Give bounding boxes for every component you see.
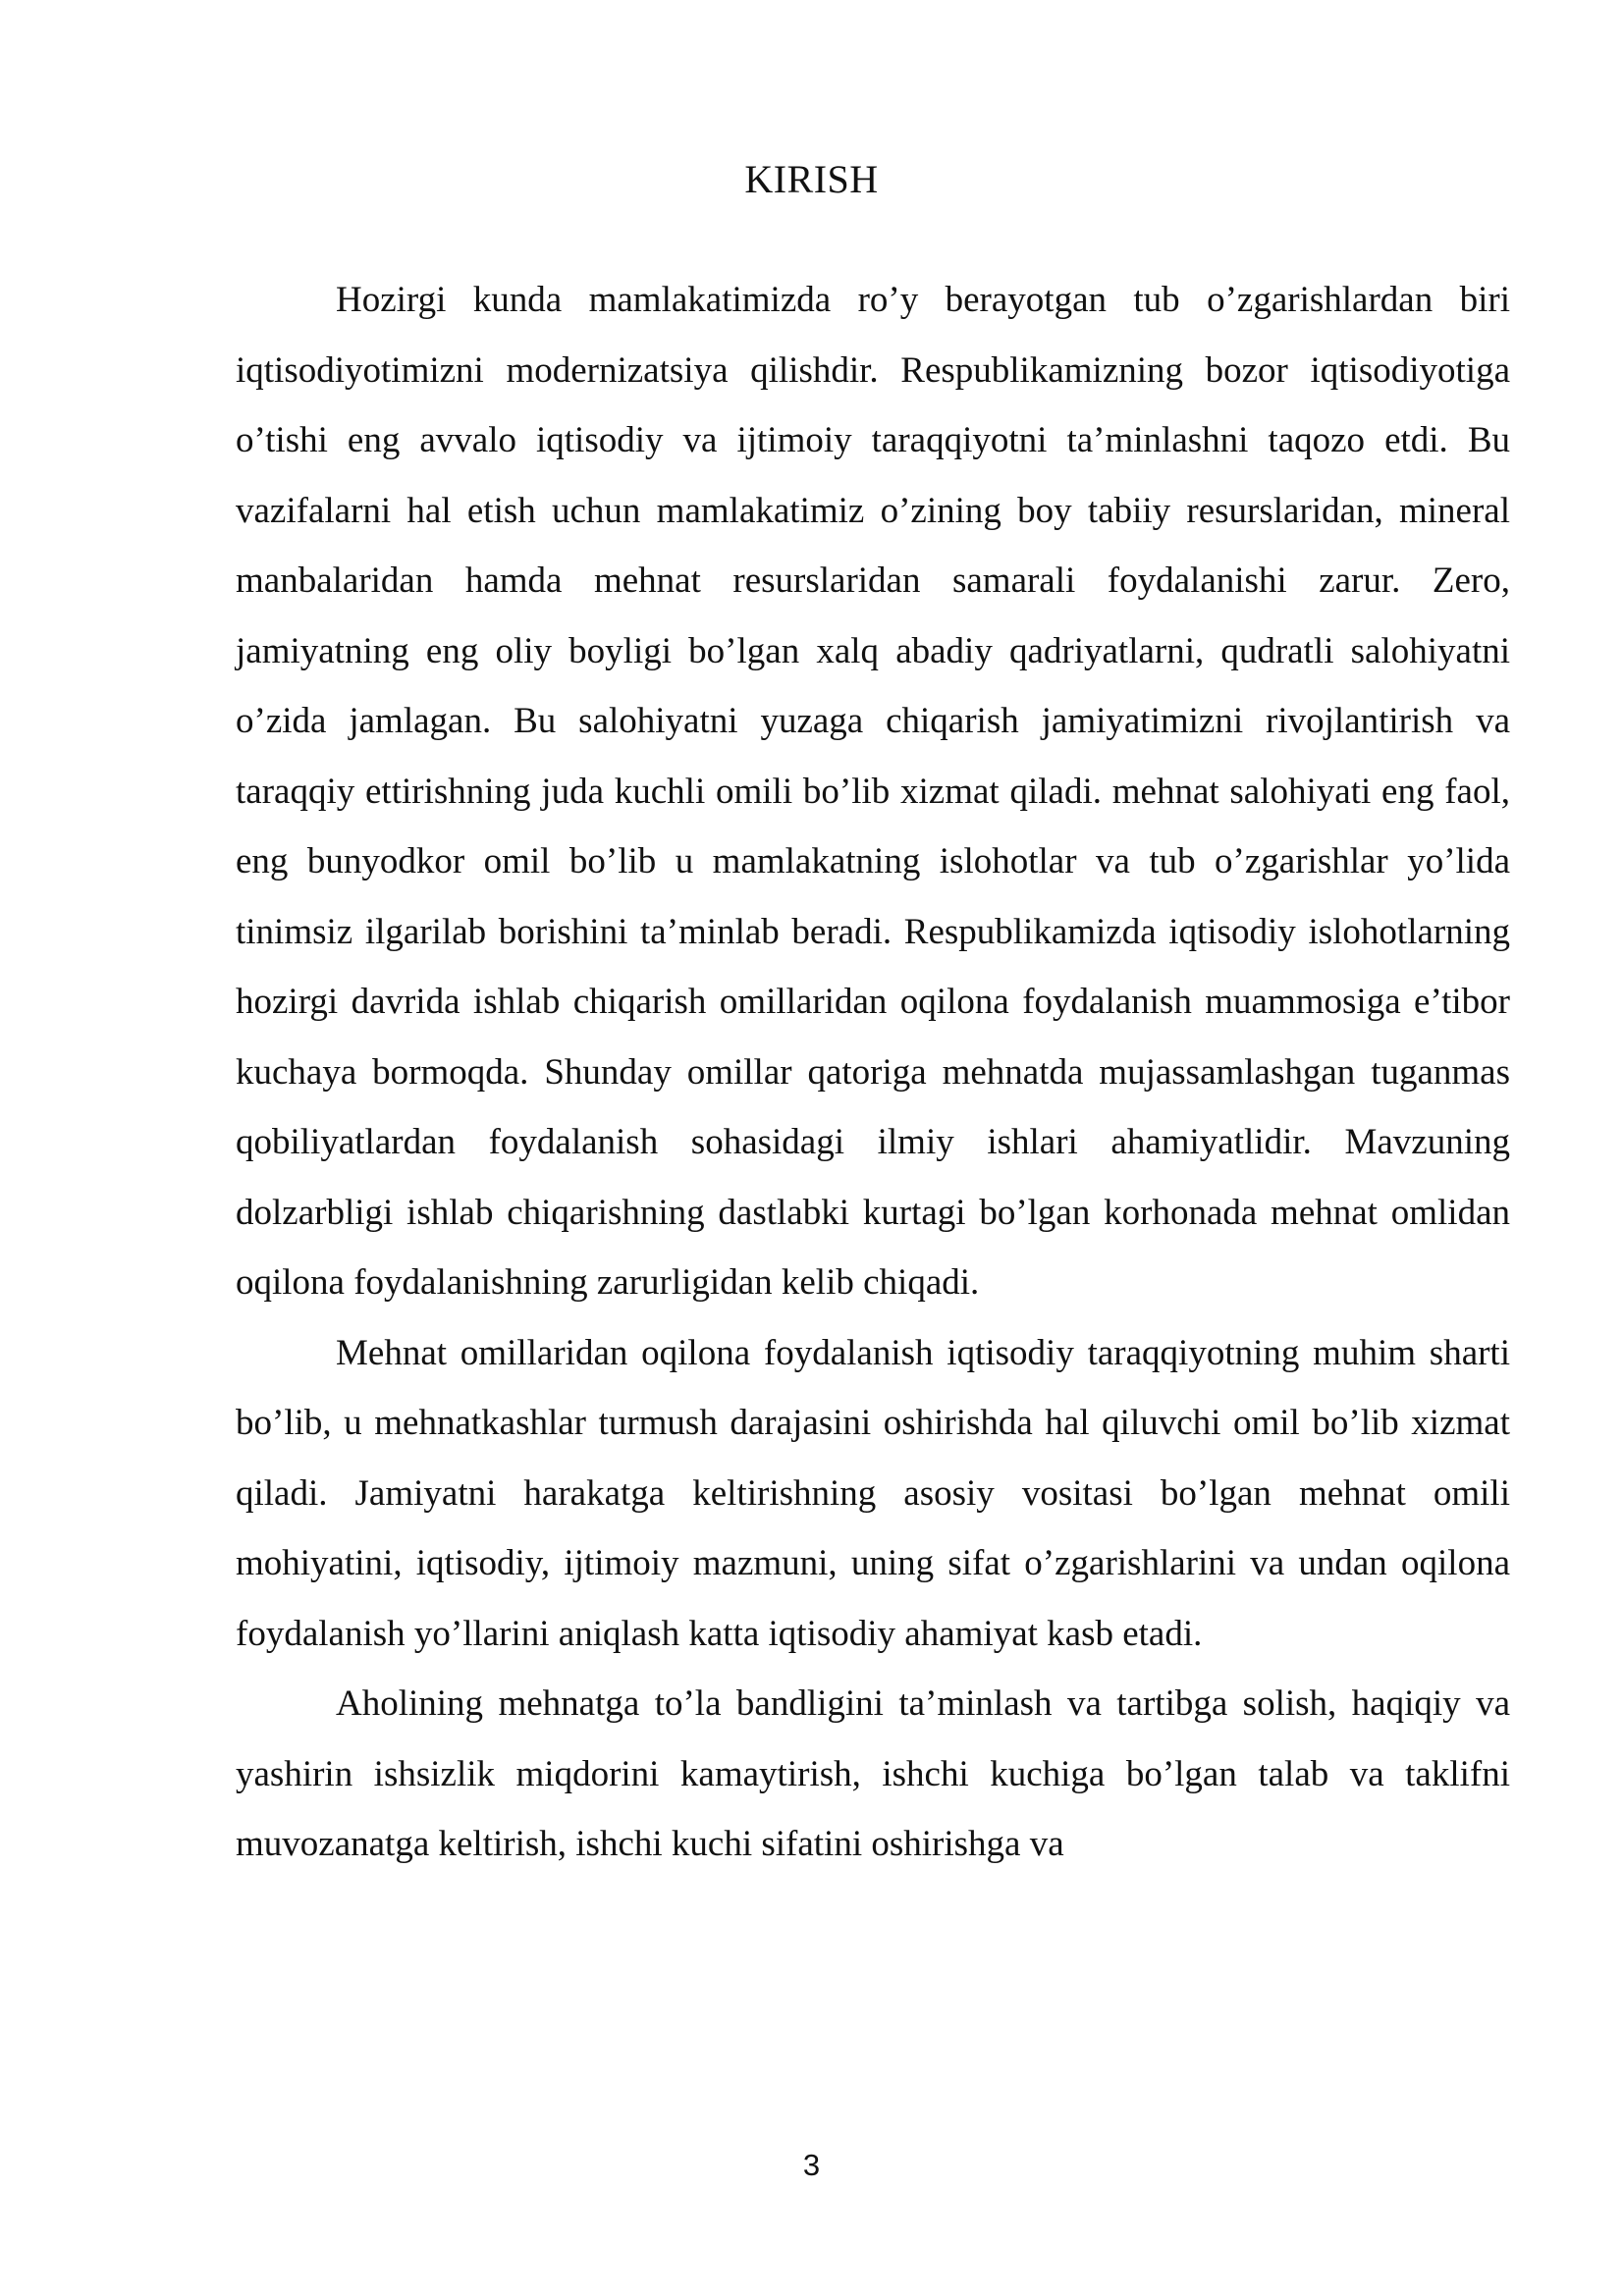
paragraph-2: Mehnat omillaridan oqilona foydalanish iqtisodiy taraqqiyotning muhim sharti bo’lib, u mehnatkashlar turmush darajasini oshirishda hal qiluvchi omil bo’lib xizmat qiladi. Jamiyatni harakatga keltirishning asosiy vositasi bo’lgan mehnat omili mohiyatini, iqtisodiy, ijtimoiy mazmuni, uning sifat o’zgarishlarini va undan oqilona foydalanish yo’llarini aniqlash katta iqtisodiy ahamiyat kasb etadi. bbox=[236, 1332, 1510, 1654]
paragraph-3: Aholining mehnatga to’la bandligini ta’minlash va tartibga solish, haqiqiy va yashirin ishsizlik miqdorini kamaytirish, ishchi kuchiga bo’lgan talab va taklifni muvozanatga keltirish, ishchi kuchi sifatini oshirishga va bbox=[236, 1683, 1510, 1864]
page-number: 3 bbox=[802, 2148, 821, 2182]
section-title: KIRISH bbox=[744, 157, 879, 201]
body-text bbox=[236, 265, 1510, 1880]
paragraph-1: Hozirgi kunda mamlakatimizda ro’y berayotgan tub o’zgarishlardan biri iqtisodiyotimizni modernizatsiya qilishdir. Respublikamizning bozor iqtisodiyotiga o’tishi eng avvalo iqtisodiy va ijtimoiy taraqqiyotni ta’minlashni taqozo etdi. Bu vazifalarni hal etish uchun mamlakatimiz o’zining boy tabiiy resurslaridan, mineral manbalaridan hamda mehnat resurslaridan samarali foydalanishi zarur. Zero, jamiyatning eng oliy boyligi bo’lgan xalq abadiy qadriyatlarni, qudratli salohiyatni o’zida jamlagan. Bu salohiyatni yuzaga chiqarish jamiyatimizni rivojlantirish va taraqqiy ettirishning juda kuchli omili bo’lib xizmat qiladi. mehnat salohiyati eng faol, eng bunyodkor omil bo’lib u mamlakatning islohotlar va tub o’zgarishlar yo’lida tinimsiz ilgarilab borishini ta’minlab beradi. Respublikamizda iqtisodiy islohotlarning hozirgi davrida ishlab chiqarish omillaridan oqilona foydalanish muammosiga e’tibor kuchaya bormoqda. Shunday omillar qatoriga mehnatda mujassamlashgan tuganmas qobiliyatlardan foydalanish sohasidagi ilmiy ishlari ahamiyatlidir. Mavzuning dolzarbligi ishlab chiqarishning dastlabki kurtagi bo’lgan korhonada mehnat omlidan oqilona foydalanishning zarurligidan kelib chiqadi. bbox=[236, 280, 1510, 1303]
